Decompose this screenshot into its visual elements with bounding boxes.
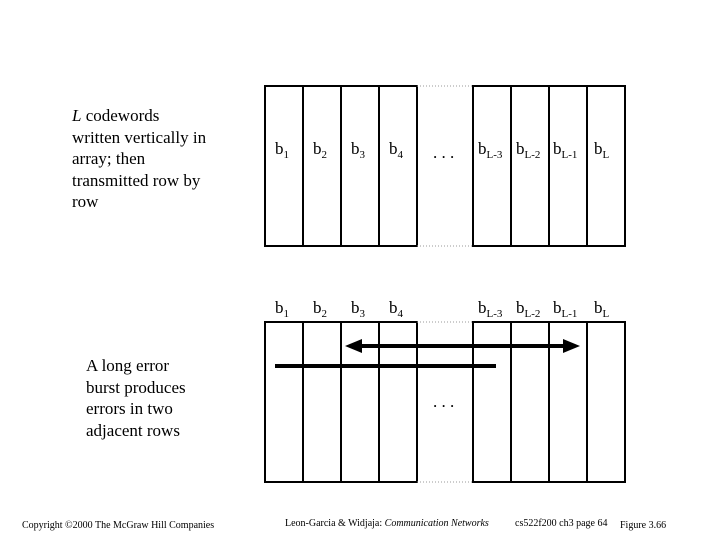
footer-course-page: cs522f200 ch3 page 64 [515, 518, 608, 529]
bottom-label-b2: $b_2$ [313, 298, 327, 320]
top-caption-variable: L [72, 106, 82, 125]
bottom-column-1 [265, 322, 303, 482]
arrow-right-icon [563, 339, 580, 353]
top-label-bl: $b_L$ [594, 139, 610, 161]
top-label-bl-1: $b_{L-1}$ [553, 139, 578, 161]
copyright-notice: Copyright ©2000 The McGraw Hill Companies [22, 520, 215, 531]
top-label-b2: $b_2$ [313, 139, 327, 161]
top-column-1 [265, 86, 303, 246]
top-label-b3: $b_3$ [351, 139, 365, 161]
bottom-label-b4: $b_4$ [389, 298, 403, 320]
top-label-bl-3: $b_{L-3}$ [478, 139, 503, 161]
bottom-caption: A long error burst produces errors in two adjacent rows [86, 356, 186, 440]
bottom-label-bl: $b_L$ [594, 298, 610, 320]
top-label-bl-2: $b_{L-2}$ [516, 139, 541, 161]
top-ellipsis: . . . [433, 143, 455, 162]
bottom-label-bl-1: $b_{L-1}$ [553, 298, 578, 320]
top-column-l-3 [473, 86, 511, 246]
bottom-column-2 [303, 322, 341, 482]
top-column-l [587, 86, 625, 246]
top-column-l-2 [511, 86, 549, 246]
bottom-label-bl-3: $b_{L-3}$ [478, 298, 503, 320]
top-column-2 [303, 86, 341, 246]
bottom-label-bl-2: $b_{L-2}$ [516, 298, 541, 320]
bottom-ellipsis: . . . [433, 392, 455, 411]
top-column-l-1 [549, 86, 587, 246]
footer-citation [285, 518, 489, 529]
footer-authors: Leon-Garcia & Widjaja: [285, 518, 383, 529]
bottom-label-b1: $b_1$ [275, 298, 289, 320]
footer-book-title: Communication Networks [384, 518, 489, 529]
bottom-column-l [587, 322, 625, 482]
top-caption-text: codewords written vertically in array; then transmitted row by row [72, 106, 207, 211]
bottom-label-b3: $b_3$ [351, 298, 365, 320]
top-column-3 [341, 86, 379, 246]
top-column-4 [379, 86, 417, 246]
figure-number: Figure 3.66 [620, 520, 667, 531]
top-label-b1: $b_1$ [275, 139, 289, 161]
top-label-b4: $b_4$ [389, 139, 403, 161]
arrow-left-icon [345, 339, 362, 353]
